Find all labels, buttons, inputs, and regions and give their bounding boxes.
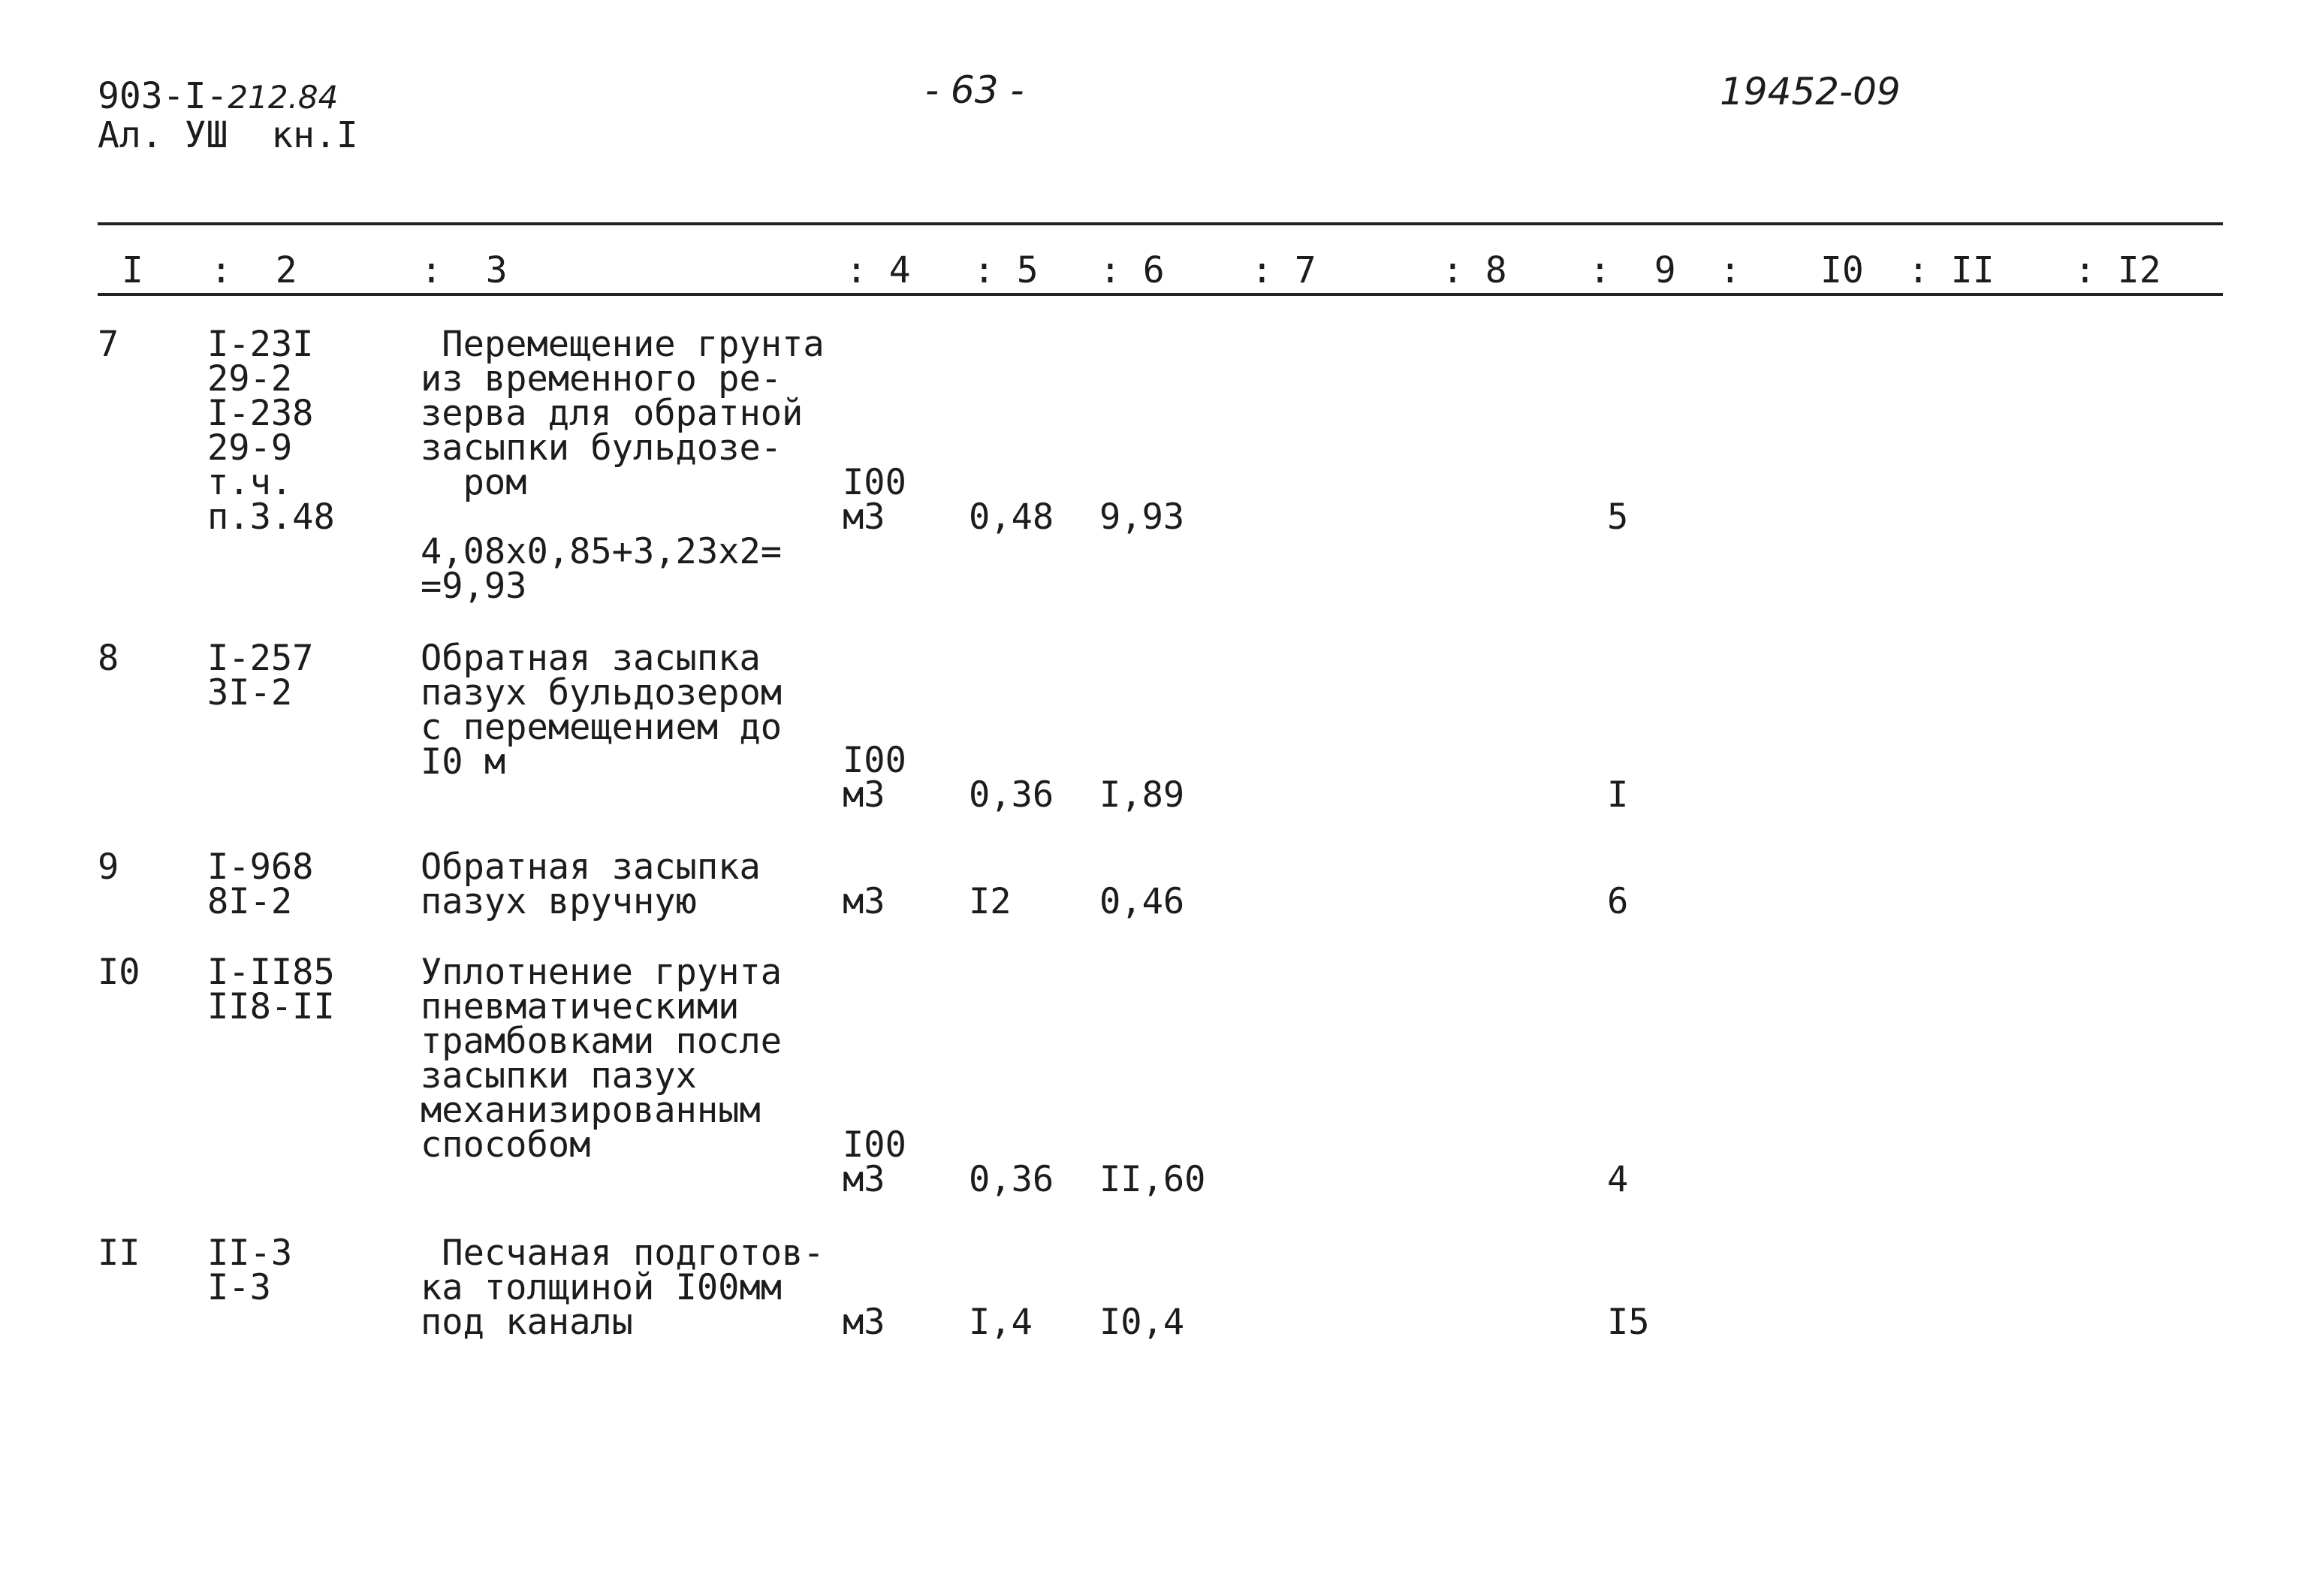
table-header-rule	[98, 293, 2223, 296]
row-value-col5: I,4	[969, 1302, 1033, 1343]
row-unit: I00 м3	[843, 462, 906, 538]
row-description: Обратная засыпка пазух вручную	[421, 846, 761, 922]
row-codes: I-968 8I-2	[207, 846, 314, 922]
document-code-handwritten: 212.84	[228, 79, 339, 116]
column-header-10: I0	[1820, 249, 1864, 291]
document-code-prefix: 903-I-	[98, 75, 228, 117]
row-value-col5: 0,36	[969, 774, 1054, 816]
row-value-col9: 6	[1607, 881, 1629, 922]
row-value-col9: I5	[1607, 1302, 1650, 1343]
row-value-col6: 9,93	[1099, 496, 1185, 538]
row-unit: I00 м3	[843, 1124, 906, 1200]
column-header-1: I	[122, 249, 143, 291]
row-value-col6: I,89	[1099, 774, 1185, 816]
row-unit: м3	[843, 1302, 885, 1343]
row-description: Песчаная подготов- ка толщиной I00мм под каналы	[421, 1232, 825, 1343]
row-value-col5: 0,48	[969, 496, 1054, 538]
row-description: Перемещение грунта из временного ре- зерва для обратной засыпки бульдозе- ром	[421, 324, 825, 503]
row-formula: 4,08x0,85+3,23x2= =9,93	[421, 531, 783, 607]
row-description: Обратная засыпка пазух бульдозером с перемещением до I0 м	[421, 638, 783, 783]
row-codes: I-257 3I-2	[207, 638, 314, 714]
row-codes: I-II85 II8-II	[207, 952, 335, 1027]
column-header-8: : 8	[1442, 249, 1507, 291]
column-header-7: : 7	[1251, 249, 1316, 291]
column-header-11: : II	[1907, 249, 1995, 291]
column-header-6: : 6	[1099, 249, 1165, 291]
row-value-col5: 0,36	[969, 1159, 1054, 1200]
sheet-code: 19452-09	[1720, 70, 1901, 113]
column-header-12: : I2	[2074, 249, 2161, 291]
row-unit: I00 м3	[843, 740, 906, 816]
column-header-9: : 9 :	[1589, 249, 1742, 291]
row-codes: II-3 I-3	[207, 1232, 293, 1308]
row-value-col9: 4	[1607, 1159, 1629, 1200]
row-codes: I-23I 29-2 I-238 29-9 т.ч. п.3.48	[207, 324, 335, 538]
row-number: 9	[98, 846, 119, 888]
row-unit: м3	[843, 881, 885, 922]
row-number: 8	[98, 638, 119, 679]
row-value-col5: I2	[969, 881, 1012, 922]
column-header-2: : 2	[210, 249, 297, 291]
column-header-4: : 4	[846, 249, 911, 291]
row-number: II	[98, 1232, 140, 1274]
row-value-col6: 0,46	[1099, 881, 1185, 922]
album-reference: Ал. УШ кн.I	[98, 114, 358, 156]
row-value-col9: 5	[1607, 496, 1629, 538]
table-top-rule	[98, 222, 2223, 225]
row-number: I0	[98, 952, 140, 993]
row-value-col9: I	[1607, 774, 1629, 816]
column-header-5: : 5	[973, 249, 1039, 291]
row-description: Уплотнение грунта пневматическими трамбовками после засыпки пазух механизированным способом	[421, 952, 783, 1166]
row-number: 7	[98, 324, 119, 365]
document-code	[98, 75, 339, 117]
row-value-col6: II,60	[1099, 1159, 1206, 1200]
column-header-3: : 3	[421, 249, 508, 291]
row-value-col6: I0,4	[1099, 1302, 1185, 1343]
page-number: - 63 -	[925, 68, 1024, 112]
